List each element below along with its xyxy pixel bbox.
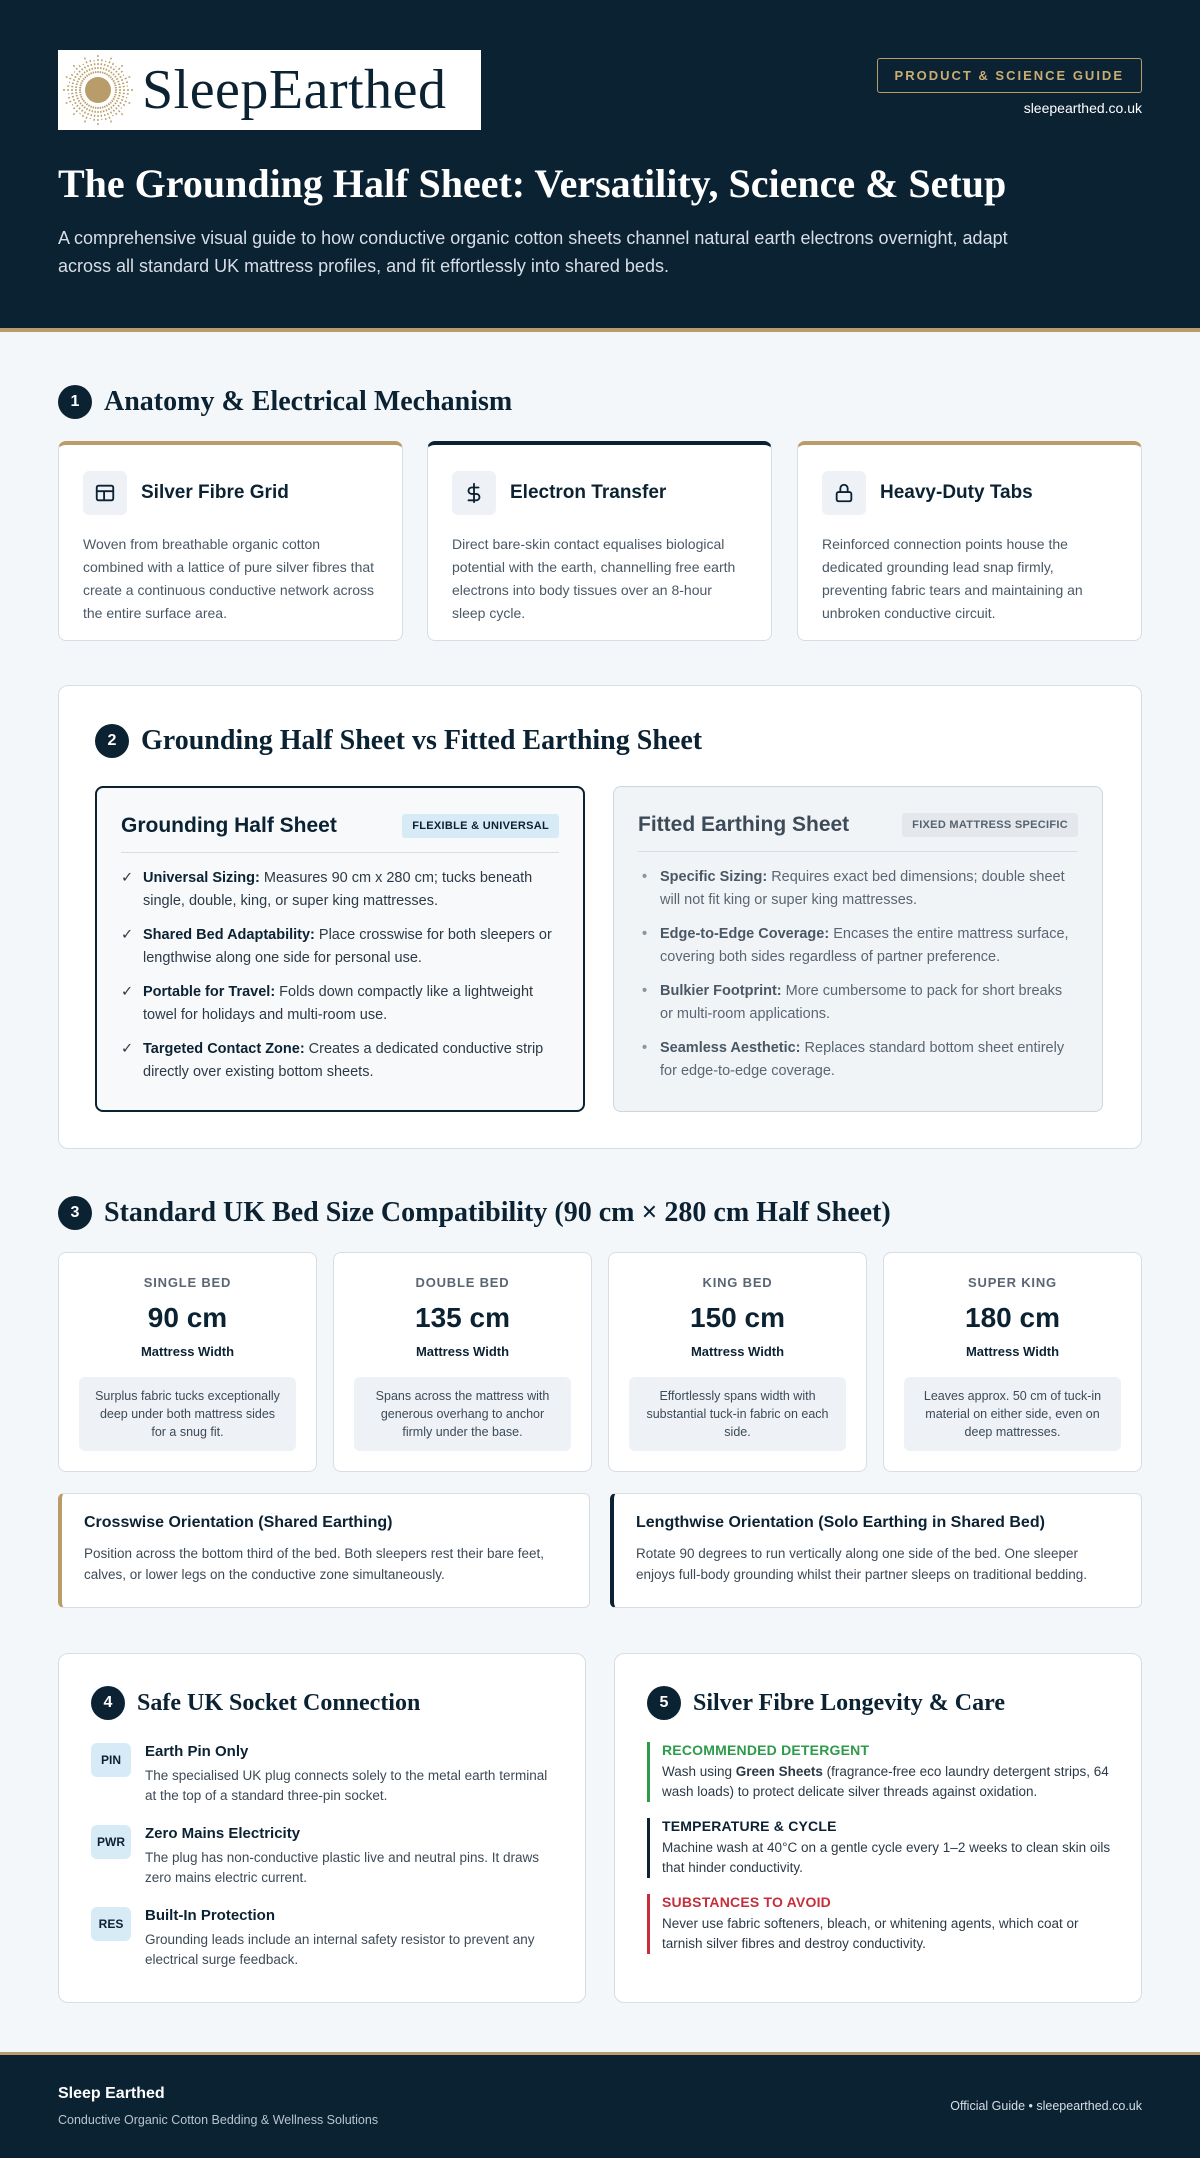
- section-number: 1: [58, 385, 92, 419]
- lengthwise-orientation-card: [610, 1493, 1142, 1608]
- comparison-title: Fitted Earthing Sheet: [638, 813, 850, 836]
- socket-item-earth-pin: [91, 1743, 555, 1806]
- bed-width: 150 cm: [690, 1302, 785, 1333]
- bed-name: SINGLE BED: [143, 1275, 232, 1290]
- bed-width: 180 cm: [965, 1302, 1060, 1333]
- lock-icon: [822, 471, 866, 515]
- power-badge: PWR: [91, 1825, 131, 1859]
- socket-item-body: The plug has non-conductive plastic live and neutral pins. It draws zero mains electric current.: [145, 1850, 539, 1885]
- card-title: Electron Transfer: [510, 482, 667, 503]
- brand-logo[interactable]: [58, 50, 481, 130]
- dollar-icon: [452, 471, 496, 515]
- feature-card-silver-fibre-grid: [58, 441, 403, 641]
- crosswise-orientation-card: [58, 1493, 590, 1608]
- section-title: Grounding Half Sheet vs Fitted Earthing Sheet: [141, 725, 703, 756]
- care-item-temperature: [647, 1818, 1117, 1878]
- list-item: • Specific Sizing: Requires exact bed dimensions; double sheet will not fit king or super king mattresses.: [638, 866, 1078, 912]
- bed-size-card-king: [608, 1252, 867, 1472]
- half-sheet-comparison-card: [95, 786, 585, 1112]
- check-icon: ✓: [121, 1041, 134, 1057]
- grid-icon: [83, 471, 127, 515]
- page-header: [0, 0, 1200, 332]
- card-body: Woven from breathable organic cotton combined with a lattice of pure silver fibres that create a continuous conductive network across the entire surface area.: [83, 536, 375, 621]
- list-item: ✓ Shared Bed Adaptability: Place crosswise for both sleepers or lengthwise along one side for personal use.: [121, 924, 559, 970]
- list-item: • Edge-to-Edge Coverage: Encases the entire mattress surface, covering both sides regardless of partner preference.: [638, 923, 1078, 969]
- card-title: Silver Fibre Grid: [141, 482, 289, 503]
- card-body: Direct bare-skin contact equalises biological potential with the earth, channelling free earth electrons into body tissues over an 8-hour sleep cycle.: [452, 536, 736, 621]
- bed-name: KING BED: [702, 1275, 773, 1290]
- check-icon: ✓: [121, 870, 134, 886]
- list-item: • Seamless Aesthetic: Replaces standard bottom sheet entirely for edge-to-edge coverage.: [638, 1037, 1078, 1083]
- socket-item-built-in-protection: [91, 1907, 555, 1970]
- section-4-heading: [91, 1686, 420, 1720]
- section-5-heading: [647, 1686, 1005, 1720]
- card-title: Heavy-Duty Tabs: [880, 482, 1033, 503]
- footer-brand: Sleep Earthed: [58, 2085, 165, 2102]
- socket-item-title: Built-In Protection: [145, 1907, 275, 1924]
- section-number: 2: [95, 724, 129, 758]
- bed-note: Surplus fabric tucks exceptionally deep under both mattress sides for a snug fit.: [79, 1377, 296, 1451]
- feature-list: [638, 866, 1078, 1083]
- care-item-body: Machine wash at 40°C on a gentle cycle every 1–2 weeks to clean skin oils that hinder conductivity.: [662, 1840, 1111, 1875]
- benefit-list: [121, 867, 559, 1084]
- page-title: The Grounding Half Sheet: Versatility, Science & Setup: [58, 161, 1007, 206]
- bed-width-label: Mattress Width: [690, 1344, 785, 1359]
- section-title: Anatomy & Electrical Mechanism: [104, 386, 513, 417]
- section-number: 5: [647, 1686, 681, 1720]
- socket-item-title: Zero Mains Electricity: [145, 1825, 301, 1842]
- resistor-badge: RES: [91, 1907, 131, 1941]
- bullet-icon: •: [642, 926, 648, 942]
- section-1-heading: [58, 385, 512, 419]
- bed-width: 90 cm: [147, 1302, 228, 1333]
- care-item-title: RECOMMENDED DETERGENT: [662, 1742, 870, 1758]
- socket-item-title: Earth Pin Only: [145, 1743, 249, 1760]
- comparison-tag: FIXED MATTRESS SPECIFIC: [902, 813, 1078, 837]
- sun-logo-icon: [58, 50, 138, 130]
- bed-width-label: Mattress Width: [140, 1344, 235, 1359]
- section-number: 4: [91, 1686, 125, 1720]
- bed-note: Spans across the mattress with generous overhang to anchor firmly under the base.: [354, 1377, 571, 1451]
- bed-note: Leaves approx. 50 cm of tuck-in material on either side, even on deep mattresses.: [904, 1377, 1121, 1451]
- bed-size-card-super-king: [883, 1252, 1142, 1472]
- card-body: Reinforced connection points house the dedicated grounding lead snap firmly, preventing fabric tears and maintaining an unbroken conductive circuit.: [822, 536, 1083, 621]
- feature-card-heavy-duty-tabs: [797, 441, 1142, 641]
- orientation-title: Crosswise Orientation (Shared Earthing): [84, 1514, 393, 1531]
- list-item: ✓ Portable for Travel: Folds down compactly like a lightweight towel for holidays and multi-room use.: [121, 981, 559, 1027]
- list-item: ✓ Universal Sizing: Measures 90 cm x 280 cm; tucks beneath single, double, king, or super king mattresses.: [121, 867, 559, 913]
- bullet-icon: •: [642, 869, 648, 885]
- comparison-tag: FLEXIBLE & UNIVERSAL: [402, 814, 559, 838]
- care-item-title: SUBSTANCES TO AVOID: [662, 1894, 831, 1910]
- section-title: Silver Fibre Longevity & Care: [693, 1689, 1005, 1716]
- list-item: ✓ Targeted Contact Zone: Creates a dedicated conductive strip directly over existing bottom sheets.: [121, 1038, 559, 1084]
- footer-tagline: Conductive Organic Cotton Bedding & Wellness Solutions: [58, 2113, 379, 2127]
- bed-width-label: Mattress Width: [965, 1344, 1060, 1359]
- bullet-icon: •: [642, 983, 648, 999]
- section-2-heading: [95, 724, 702, 758]
- bed-name: SUPER KING: [968, 1275, 1057, 1290]
- bed-note: Effortlessly spans width with substantial tuck-in fabric on each side.: [629, 1377, 846, 1451]
- care-item-substances: [647, 1894, 1117, 1954]
- section-number: 3: [58, 1196, 92, 1230]
- fitted-sheet-comparison-card: [613, 786, 1103, 1112]
- footer-link[interactable]: Official Guide • sleepearthed.co.uk: [950, 2099, 1142, 2113]
- bed-name: DOUBLE BED: [415, 1275, 510, 1290]
- care-item-body: Wash using Green Sheets (fragrance-free eco laundry detergent strips, 64 wash loads) to protect delicate silver threads against oxidation.: [662, 1764, 1109, 1799]
- bed-width: 135 cm: [415, 1302, 510, 1333]
- orientation-body: Position across the bottom third of the bed. Both sleepers rest their bare feet, calves, or lower legs on the conductive zone simultaneously.: [84, 1546, 545, 1582]
- comparison-panel: [58, 685, 1142, 1149]
- section-title: Standard UK Bed Size Compatibility (90 cm × 280 cm Half Sheet): [104, 1197, 891, 1228]
- bullet-icon: •: [642, 1040, 648, 1056]
- orientation-title: Lengthwise Orientation (Solo Earthing in Shared Bed): [636, 1514, 1045, 1531]
- care-item-detergent: [647, 1742, 1117, 1802]
- socket-connection-panel: [58, 1653, 586, 2003]
- check-icon: ✓: [121, 984, 134, 1000]
- comparison-title: Grounding Half Sheet: [121, 814, 337, 837]
- care-item-title: TEMPERATURE & CYCLE: [662, 1818, 837, 1834]
- page-footer: [0, 2052, 1200, 2158]
- list-item: • Bulkier Footprint: More cumbersome to pack for short breaks or multi-room applications.: [638, 980, 1078, 1026]
- bed-size-card-double: [333, 1252, 592, 1472]
- socket-item-body: The specialised UK plug connects solely to the metal earth terminal at the top of a standard three-pin socket.: [145, 1768, 548, 1803]
- socket-item-body: Grounding leads include an internal safety resistor to prevent any electrical surge feedback.: [145, 1932, 535, 1967]
- bed-size-card-single: [58, 1252, 317, 1472]
- brand-name: SleepEarthed: [142, 59, 447, 121]
- pin-badge: PIN: [91, 1743, 131, 1777]
- section-title: Safe UK Socket Connection: [137, 1689, 421, 1716]
- page-subtitle: A comprehensive visual guide to how conductive organic cotton sheets channel natural earth electrons overnight, adapt across all standard UK mattress profiles, and fit effortlessly into shared beds.: [58, 228, 1008, 276]
- feature-card-electron-transfer: [427, 441, 772, 641]
- orientation-body: Rotate 90 degrees to run vertically along one side of the bed. One sleeper enjoys full-body grounding whilst their partner sleeps on traditional bedding.: [636, 1546, 1088, 1582]
- care-panel: [614, 1653, 1142, 2003]
- site-url[interactable]: sleepearthed.co.uk: [1023, 100, 1142, 116]
- care-item-body: Never use fabric softeners, bleach, or whitening agents, which coat or tarnish silver fibres and destroy conductivity.: [662, 1916, 1079, 1951]
- bed-width-label: Mattress Width: [415, 1344, 510, 1359]
- socket-item-zero-mains: [91, 1825, 555, 1888]
- check-icon: ✓: [121, 927, 134, 943]
- guide-badge: PRODUCT & SCIENCE GUIDE: [877, 58, 1142, 93]
- section-3-heading: [58, 1196, 891, 1230]
